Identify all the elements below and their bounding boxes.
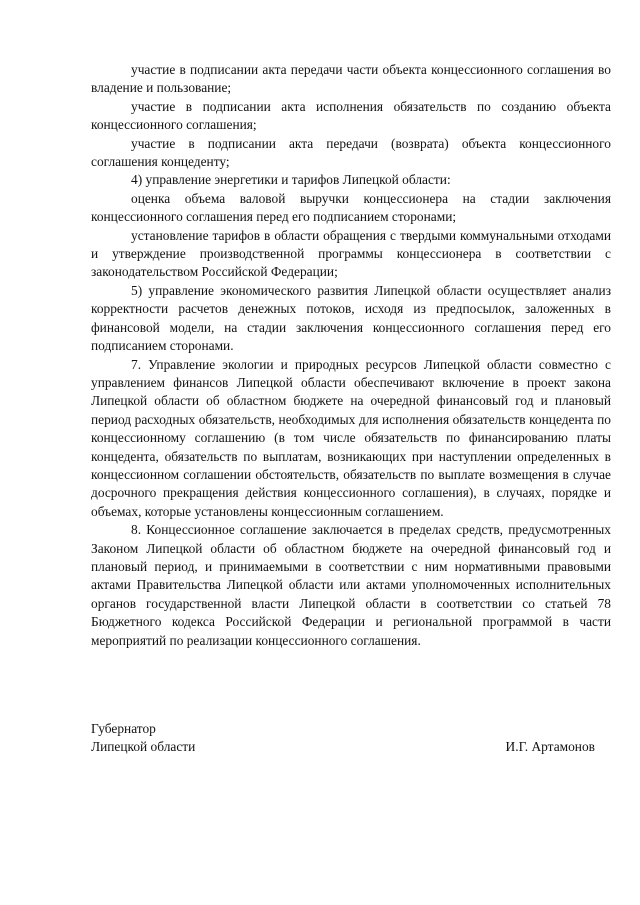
paragraph: участие в подписании акта передачи (возврата) объекта концессионного соглашения концеденту; xyxy=(91,135,611,170)
signatory-title-line1: Губернатор xyxy=(91,721,156,736)
signature-block xyxy=(91,720,611,757)
paragraph: 8. Концессионное соглашение заключается в пределах средств, предусмотренных Законом Липецкой области об областном бюджете на очередной финансовый год и плановый период, и принимаемыми в соответствии с ним нормативными правовыми актами Правительства Липецкой области или актами уполномоченных исполнительных органов государственной власти Липецкой области в соответствии со статьей 78 Бюджетного кодекса Российской Федерации и региональной программой в части мероприятий по реализации концессионного соглашения. xyxy=(91,522,611,648)
paragraph: 7. Управление экологии и природных ресурсов Липецкой области совместно с управлением финансов Липецкой области обеспечивают включение в проект закона Липецкой области об областном бюджете на очередной финансовый год и плановый период расходных обязательств, необходимых для исполнения обязательств концедента по концессионному соглашению (в том числе обязательств по финансированию платы концедента, обязательств по выплатам, возникающих при наступлении определенных в концессионном соглашении обстоятельств, обязательств по выплате возмещения в случае досрочного прекращения действия концессионного соглашения), в случаях, порядке и объемах, которые установлены концессионным соглашением. xyxy=(91,356,611,519)
paragraph: установление тарифов в области обращения с твердыми коммунальными отходами и утверждение производственной программы концессионера в соответствии с законодательством Российской Федерации; xyxy=(91,227,611,280)
signatory-name: И.Г. Артамонов xyxy=(505,739,595,755)
signature-row xyxy=(91,738,611,756)
signatory-title-line2: Липецкой области xyxy=(91,739,196,755)
paragraph: 5) управление экономического развития Липецкой области осуществляет анализ корректности расчетов денежных потоков, исходя из предпосылок, заложенных в финансовой модели, на стадии заключения концессионного соглашения перед его подписанием сторонами. xyxy=(91,282,611,354)
paragraph: участие в подписании акта передачи части объекта концессионного соглашения во владение и пользование; xyxy=(91,62,611,96)
paragraph: участие в подписании акта исполнения обязательств по созданию объекта концессионного соглашения; xyxy=(91,98,611,133)
document-body xyxy=(91,61,611,650)
paragraph: оценка объема валовой выручки концессионера на стадии заключения концессионного соглашения перед его подписанием сторонами; xyxy=(91,190,611,225)
paragraph: 4) управление энергетики и тарифов Липецкой области: xyxy=(131,172,451,188)
